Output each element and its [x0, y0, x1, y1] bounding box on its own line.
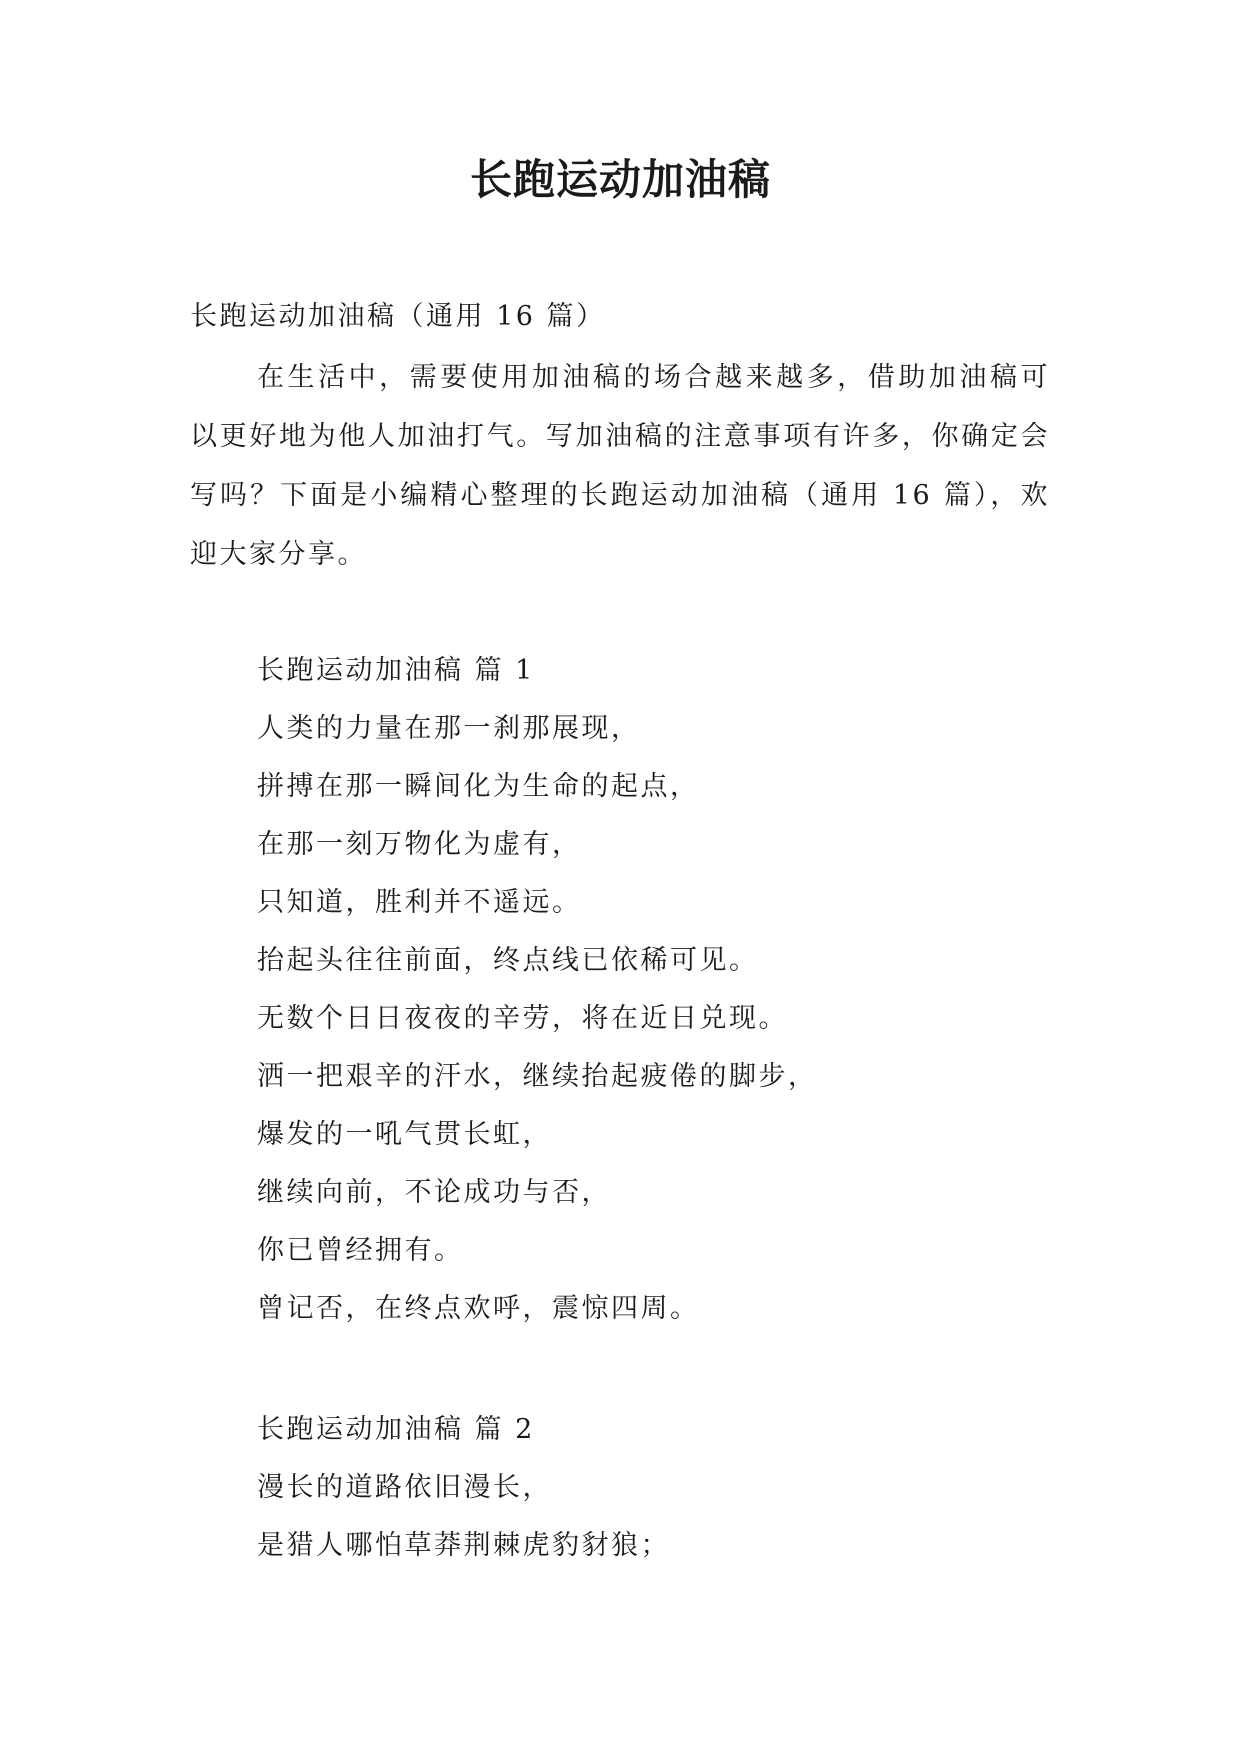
section-2 — [257, 1401, 1057, 1575]
verse-list — [257, 700, 1057, 1338]
verse-line: 漫长的道路依旧漫长， — [257, 1472, 552, 1503]
document-title: 长跑运动加油稿 — [469, 155, 771, 204]
verse-line: 在那一刻万物化为虚有， — [257, 829, 582, 860]
verse-list — [257, 1459, 1057, 1575]
verse-line: 只知道，胜利并不遥远。 — [257, 887, 582, 918]
section-1 — [257, 642, 1057, 1338]
document-subtitle: 长跑运动加油稿（通用 16 篇） — [190, 301, 606, 332]
intro-paragraph: 在生活中，需要使用加油稿的场合越来越多，借助加油稿可以更好地为他人加油打气。写加油稿的注意事项有许多，你确定会写吗？下面是小编精心整理的长跑运动加油稿（通用 16 篇），欢迎大家分享。 — [190, 362, 1050, 570]
section-heading: 长跑运动加油稿 篇 2 — [257, 1414, 535, 1445]
verse-line: 无数个日日夜夜的辛劳，将在近日兑现。 — [257, 1003, 788, 1034]
verse-line: 抬起头往往前面，终点线已依稀可见。 — [257, 945, 759, 976]
verse-line: 洒一把艰辛的汗水，继续抬起疲倦的脚步， — [257, 1061, 818, 1092]
verse-line: 继续向前，不论成功与否， — [257, 1177, 611, 1208]
verse-line: 拼搏在那一瞬间化为生命的起点， — [257, 771, 700, 802]
verse-line: 爆发的一吼气贯长虹， — [257, 1119, 552, 1150]
section-heading: 长跑运动加油稿 篇 1 — [257, 655, 535, 686]
verse-line: 你已曾经拥有。 — [257, 1235, 464, 1266]
verse-line: 是猎人哪怕草莽荆棘虎豹豺狼； — [257, 1530, 670, 1561]
verse-line: 人类的力量在那一刹那展现， — [257, 713, 641, 744]
verse-line: 曾记否，在终点欢呼，震惊四周。 — [257, 1293, 700, 1324]
